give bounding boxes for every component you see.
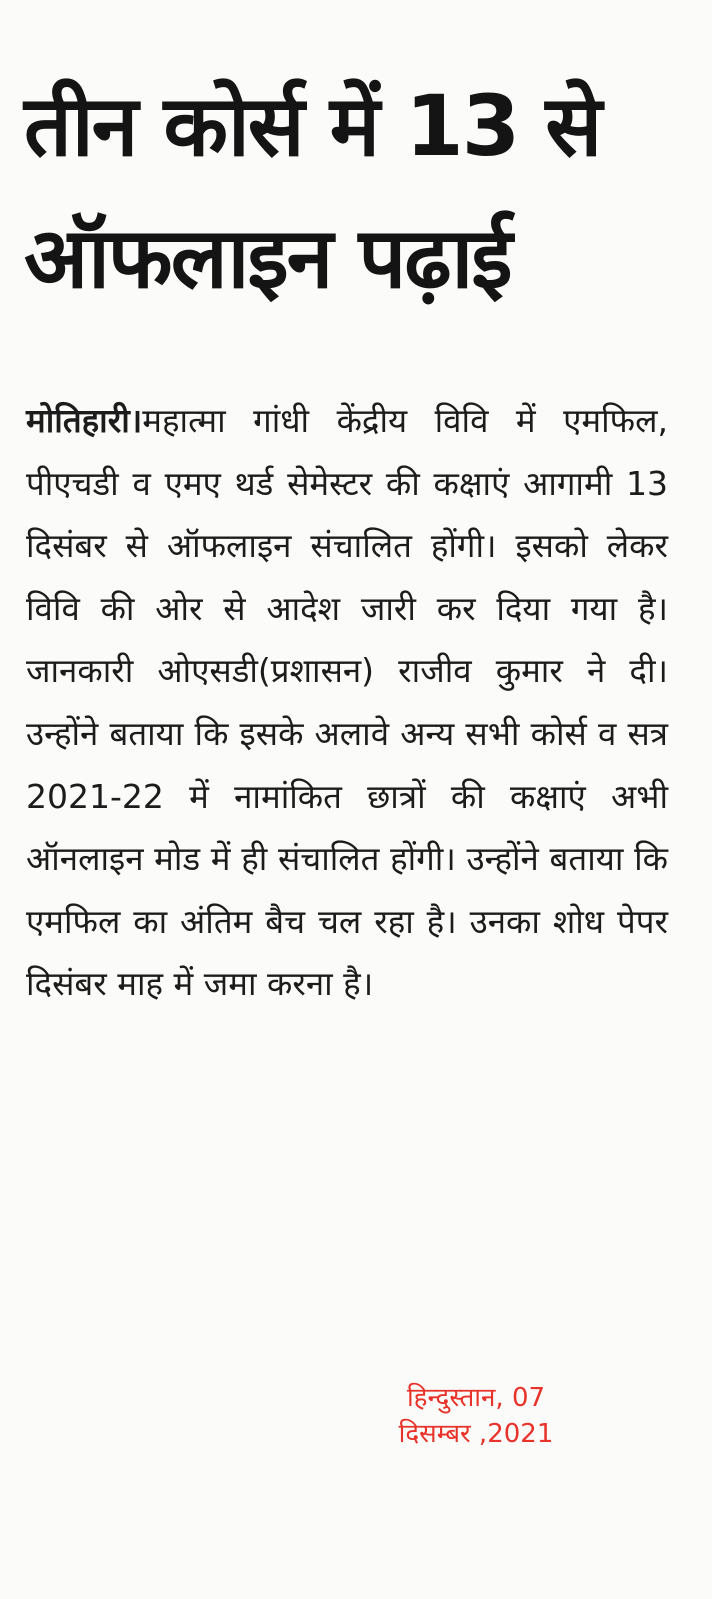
headline-line-2: ऑफलाइन पढ़ाई (24, 209, 511, 307)
article-body (26, 390, 668, 1016)
headline-line-1: तीन कोर्स में 13 से (24, 77, 601, 175)
article-text: महात्मा गांधी केंद्रीय विवि में एमफिल, पीएचडी व एमए थर्ड सेमेस्टर की कक्षाएं आगामी 13 दिसंबर से ऑफलाइन संचालित होंगी। इसको लेकर विवि की ओर से आदेश जारी कर दिया गया है। जानकारी ओएसडी(प्रशासन) राजीव कुमार ने दी। उन्होंने बताया कि इसके अलावे अन्य सभी कोर्स व सत्र 2021-22 में नामांकित छात्रों की कक्षाएं अभी ऑनलाइन मोड में ही संचालित होंगी। उन्होंने बताया कि एमफिल का अंतिम बैच चल रहा है। उनका शोध पेपर दिसंबर माह में जमा करना है। (26, 401, 668, 1004)
headline (24, 60, 694, 324)
source-stamp-line-2: दिसम्बर ,2021 (398, 1419, 554, 1449)
dateline: मोतिहारी। (26, 401, 143, 440)
source-stamp (376, 1380, 576, 1452)
source-stamp-line-1: हिन्दुस्तान, 07 (406, 1383, 546, 1413)
